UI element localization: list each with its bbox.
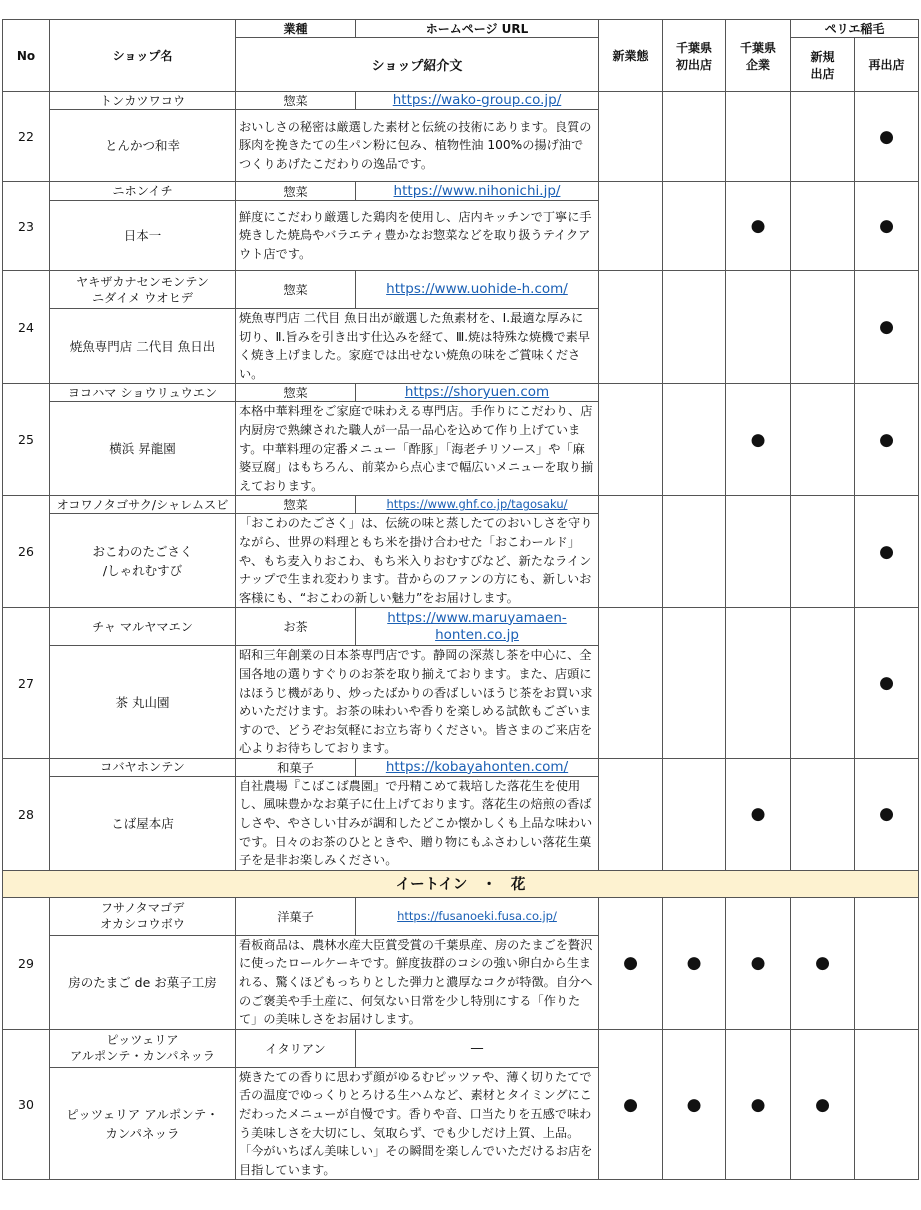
mark-new-store (791, 271, 855, 384)
mark-reopen: ● (855, 758, 919, 870)
shop-name: 焼魚専門店 二代目 魚日出 (50, 309, 236, 384)
shop-name: 茶 丸山園 (50, 646, 236, 759)
shop-url-link[interactable]: https://www.ghf.co.jp/tagosaku/ (356, 496, 599, 514)
mark-new-type (599, 92, 663, 182)
mark-new-type (599, 182, 663, 271)
shop-genre: 和菓子 (236, 758, 356, 776)
shop-intro: おいしさの秘密は厳選した素材と伝統の技術にあります。良質の豚肉を挽きたての生パン粉に包み、植物性油 100%の揚げ油でつくりあげたこだわりの逸品です。 (236, 110, 599, 182)
shop-intro: 昭和三年創業の日本茶専門店です。静岡の深蒸し茶を中心に、全国各地の選りすぐりのお茶を取り揃えております。また、店頭にはほうじ機があり、炒ったばかりの香ばしいほうじ茶をお買い求めいただけます。お茶の味わいや香りを楽しめる試飲もございますので、どうぞお気軽にお立ち寄りください。皆さまのご来店を心よりお待ちしております。 (236, 646, 599, 759)
shop-intro: 鮮度にこだわり厳選した鶏肉を使用し、店内キッチンで丁寧に手焼きした焼鳥やバラエティ豊かなお惣菜などを取り扱うテイクアウト店です。 (236, 201, 599, 271)
mark-reopen: ● (855, 496, 919, 608)
mark-chiba-first (663, 92, 726, 182)
mark-chiba-first (663, 496, 726, 608)
mark-chiba-company: ● (726, 897, 791, 1029)
shop-table (2, 19, 919, 1180)
table-row (3, 92, 919, 110)
mark-new-type (599, 496, 663, 608)
shop-name: 日本一 (50, 201, 236, 271)
shop-kana: ニホンイチ (50, 182, 236, 201)
shop-name: 横浜 昇龍園 (50, 402, 236, 496)
shop-genre: 惣菜 (236, 182, 356, 201)
shop-intro: 自社農場『こばこば農園』で丹精こめて栽培した落花生を使用し、風味豊かなお菓子に仕上げております。落花生の焙煎の香ばしさや、やさしい甘みが調和したどこか懐かしくも上品な味わいです。日々のお茶のひとときや、贈り物にもふさわしい落花生菓子を是非お楽しみください。 (236, 776, 599, 870)
mark-new-store (791, 92, 855, 182)
shop-kana: トンカツワコウ (50, 92, 236, 110)
mark-new-type (599, 608, 663, 759)
mark-new-store (791, 758, 855, 870)
mark-chiba-first (663, 758, 726, 870)
mark-chiba-company: ● (726, 384, 791, 496)
table-row (3, 182, 919, 201)
shop-url-link[interactable]: https://fusanoeki.fusa.co.jp/ (356, 897, 599, 935)
mark-new-type (599, 384, 663, 496)
table-row (3, 384, 919, 402)
row-number: 23 (3, 182, 50, 271)
header-genre: 業種 (236, 20, 356, 38)
shop-name: こば屋本店 (50, 776, 236, 870)
mark-chiba-company (726, 608, 791, 759)
row-number: 29 (3, 897, 50, 1029)
mark-chiba-company (726, 271, 791, 384)
mark-reopen (855, 1029, 919, 1180)
shop-kana: ピッツェリア アルポンテ・カンパネッラ (50, 1029, 236, 1067)
mark-reopen: ● (855, 608, 919, 759)
shop-name: ピッツェリア アルポンテ・ カンパネッラ (50, 1067, 236, 1180)
mark-new-store (791, 384, 855, 496)
shop-table-body (3, 92, 919, 1180)
mark-reopen: ● (855, 384, 919, 496)
shop-url-link: — (356, 1029, 599, 1067)
shop-intro: 本格中華料理をご家庭で味わえる専門店。手作りにこだわり、店内厨房で熟練された職人が一品一品心を込めて作り上げています。中華料理の定番メニュー「酢豚」「海老チリソース」や「麻婆豆腐」はもちろん、前菜から点心まで幅広いメニューを取り揃えております。 (236, 402, 599, 496)
shop-genre: 洋菓子 (236, 897, 356, 935)
shop-kana: ヤキザカナセンモンテン ニダイメ ウオヒデ (50, 271, 236, 309)
mark-new-type (599, 758, 663, 870)
shop-genre: お茶 (236, 608, 356, 646)
mark-chiba-first (663, 608, 726, 759)
shop-kana: チャ マルヤマエン (50, 608, 236, 646)
header-no: No (3, 20, 50, 92)
row-number: 22 (3, 92, 50, 182)
row-number: 27 (3, 608, 50, 759)
mark-reopen: ● (855, 182, 919, 271)
header-shop-name: ショップ名 (50, 20, 236, 92)
shop-genre: イタリアン (236, 1029, 356, 1067)
shop-genre: 惣菜 (236, 496, 356, 514)
mark-new-store (791, 182, 855, 271)
mark-new-store: ● (791, 1029, 855, 1180)
table-row (3, 897, 919, 935)
shop-url-link[interactable]: https://www.nihonichi.jp/ (356, 182, 599, 201)
mark-chiba-first (663, 182, 726, 271)
mark-new-store (791, 608, 855, 759)
table-row (3, 496, 919, 514)
mark-new-store (791, 496, 855, 608)
header-url: ホームページ URL (356, 20, 599, 38)
shop-kana: オコワノタゴサク/シャレムスビ (50, 496, 236, 514)
mark-new-type (599, 271, 663, 384)
shop-url-link[interactable]: https://kobayahonten.com/ (356, 758, 599, 776)
shop-intro: 焼魚専門店 二代目 魚日出が厳選した魚素材を、Ⅰ.最適な厚みに切り、Ⅱ.旨みを引き出す仕込みを経て、Ⅲ.焼は特殊な焼機で素早く焼き上げました。家庭では出せない焼魚の味をご賞味ください。 (236, 309, 599, 384)
mark-chiba-first (663, 384, 726, 496)
row-number: 26 (3, 496, 50, 608)
table-row (3, 271, 919, 309)
mark-chiba-first (663, 271, 726, 384)
shop-name: おこわのたごさく /しゃれむすび (50, 514, 236, 608)
mark-chiba-company: ● (726, 1029, 791, 1180)
mark-chiba-company: ● (726, 758, 791, 870)
header-reopen: 再出店 (855, 38, 919, 92)
header-chiba-first: 千葉県 初出店 (663, 20, 726, 92)
shop-genre: 惣菜 (236, 384, 356, 402)
mark-new-store: ● (791, 897, 855, 1029)
mark-reopen: ● (855, 271, 919, 384)
shop-kana: コバヤホンテン (50, 758, 236, 776)
mark-chiba-company (726, 92, 791, 182)
header-perie-inage: ペリエ稲毛 (791, 20, 919, 38)
mark-chiba-first: ● (663, 897, 726, 1029)
mark-chiba-company: ● (726, 182, 791, 271)
row-number: 28 (3, 758, 50, 870)
mark-chiba-company (726, 496, 791, 608)
table-row (3, 608, 919, 646)
mark-new-type: ● (599, 1029, 663, 1180)
row-number: 24 (3, 271, 50, 384)
shop-kana: フサノタマゴデ オカシコウボウ (50, 897, 236, 935)
shop-name: とんかつ和幸 (50, 110, 236, 182)
shop-name: 房のたまご de お菓子工房 (50, 935, 236, 1029)
mark-reopen (855, 897, 919, 1029)
mark-reopen: ● (855, 92, 919, 182)
shop-url-link[interactable]: https://www.uohide-h.com/ (356, 271, 599, 309)
shop-genre: 惣菜 (236, 92, 356, 110)
shop-kana: ヨコハマ ショウリュウエン (50, 384, 236, 402)
mark-new-type: ● (599, 897, 663, 1029)
shop-url-link[interactable]: https://shoryuen.com (356, 384, 599, 402)
header-intro: ショップ紹介文 (236, 38, 599, 92)
shop-intro: 看板商品は、農林水産大臣賞受賞の千葉県産、房のたまごを贅沢に使ったロールケーキです。鮮度抜群のコシの強い卵白から生まれる、驚くほどもっちりとした弾力と濃厚なコクが特徴。自分へのご褒美や手土産に、何気ない日常を少し特別にする「作りたて」の美味しさをお届けします。 (236, 935, 599, 1029)
shop-url-link[interactable]: https://www.maruyamaen-honten.co.jp (356, 608, 599, 646)
row-number: 30 (3, 1029, 50, 1180)
shop-intro: 焼きたての香りに思わず顔がゆるむピッツァや、薄く切りたてで舌の温度でゆっくりとろける生ハムなど、素材とタイミングにこだわったメニューが自慢です。香りや音、口当たりを五感で味わう美味しさを大切にし、気取らず、でも少しだけ上質、上品。「今がいちばん美味しい」その瞬間を楽しんでいただけるお店を目指しています。 (236, 1067, 599, 1180)
mark-chiba-first: ● (663, 1029, 726, 1180)
table-row (3, 1029, 919, 1067)
header-chiba-company: 千葉県 企業 (726, 20, 791, 92)
header-new-store: 新規 出店 (791, 38, 855, 92)
table-row (3, 758, 919, 776)
shop-intro: 「おこわのたごさく」は、伝統の味と蒸したてのおいしさを守りながら、世界の料理ともち米を掛け合わせた「おこわールド」や、もち麦入りおこわ、もち米入りおむすびなど、新たなラインナップで生まれ変わります。昔からのファンの方にも、新しいお客様にも、“おこわの新しい魅力”をお届けします。 (236, 514, 599, 608)
row-number: 25 (3, 384, 50, 496)
shop-url-link[interactable]: https://wako-group.co.jp/ (356, 92, 599, 110)
section-heading-eatin: イートイン ・ 花 (3, 870, 919, 897)
header-new-type: 新業態 (599, 20, 663, 92)
shop-genre: 惣菜 (236, 271, 356, 309)
